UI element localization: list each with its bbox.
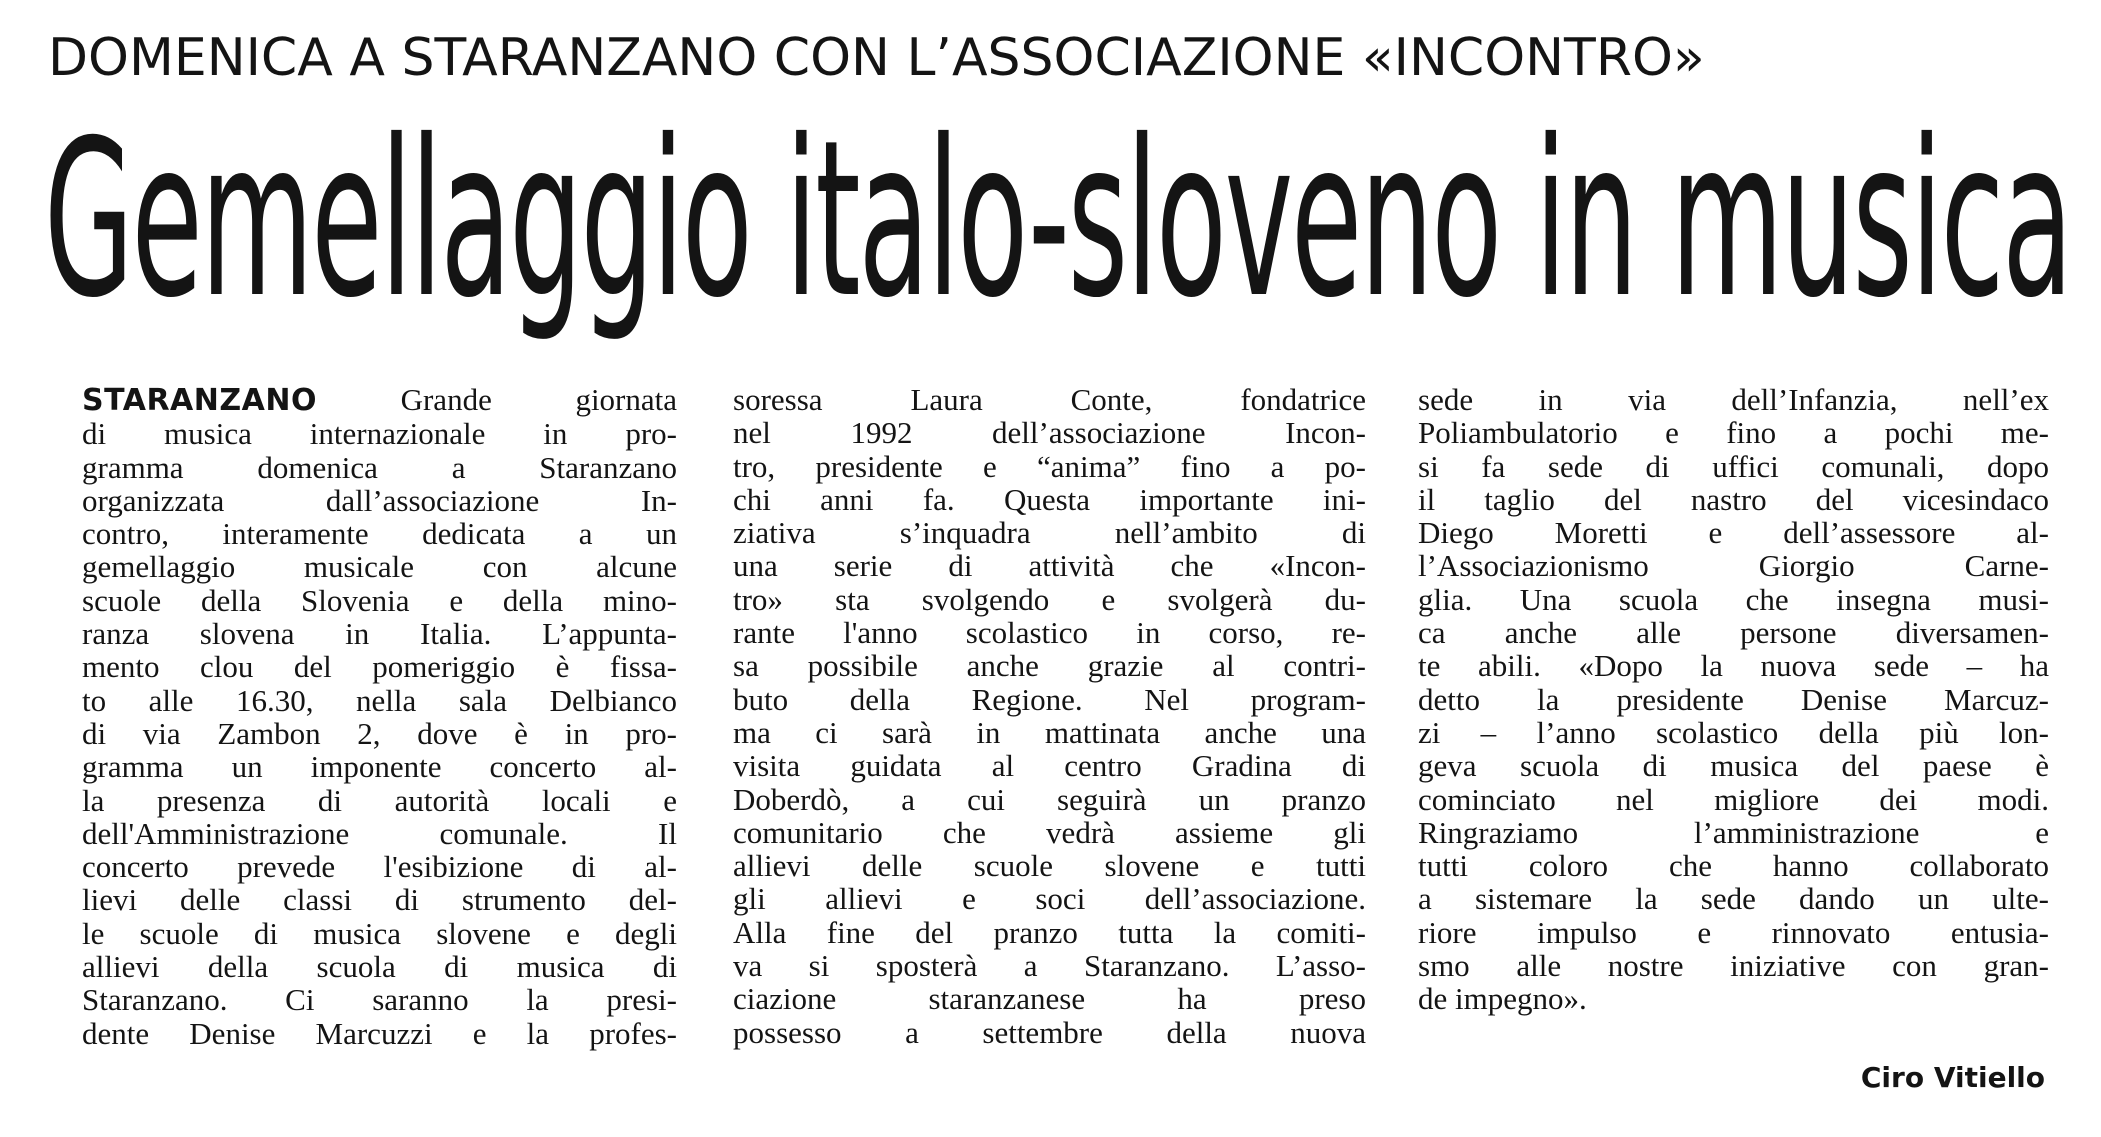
text-line: di via Zambon 2, dove è in pro-	[82, 715, 677, 751]
text-line: di musica internazionale in pro-	[82, 416, 677, 452]
text-line: a sistemare la sede dando un ulte-	[1418, 881, 2049, 917]
text-line: ca anche alle persone diversamen-	[1418, 615, 2049, 651]
text-line: l’Associazionismo Giorgio Carne-	[1418, 548, 2049, 584]
text-line: chi anni fa. Questa importante ini-	[733, 481, 1366, 517]
text-line: tro» sta svolgendo e svolgerà du-	[733, 581, 1366, 617]
text-line: va si sposterà a Staranzano. L’asso-	[733, 948, 1366, 984]
text-line: il taglio del nastro del vicesindaco	[1418, 481, 2049, 517]
text-line: allievi delle scuole slovene e tutti	[733, 848, 1366, 884]
text-line: ciazione staranzanese ha preso	[733, 981, 1366, 1017]
text-line: gemellaggio musicale con alcune	[82, 549, 677, 585]
text-line-content: Grande giornata	[400, 382, 678, 417]
article-column-2	[733, 383, 1366, 1049]
text-line: si fa sede di uffici comunali, dopo	[1418, 448, 2049, 484]
text-line: gramma un imponente concerto al-	[82, 749, 677, 785]
text-line: contro, interamente dedicata a un	[82, 516, 677, 552]
text-line: zi – l’anno scolastico della più lon-	[1418, 714, 2049, 750]
article-headline: Gemellaggio italo-sloveno in musica	[44, 94, 2071, 345]
text-line: de impegno».	[1418, 981, 1587, 1017]
text-line: gli allievi e soci dell’associazione.	[733, 881, 1366, 917]
text-line: possesso a settembre della nuova	[733, 1014, 1366, 1050]
text-line: le scuole di musica slovene e degli	[82, 915, 677, 951]
text-line: te abili. «Dopo la nuova sede – ha	[1418, 648, 2049, 684]
text-line: la presenza di autorità locali e	[82, 782, 677, 818]
text-line: dente Denise Marcuzzi e la profes-	[82, 1015, 677, 1051]
text-line: cominciato nel migliore dei modi.	[1418, 781, 2049, 817]
article-column-3	[1418, 383, 2049, 1016]
text-line: lievi delle classi di strumento del-	[82, 882, 677, 918]
text-line: detto la presidente Denise Marcuz-	[1418, 681, 2049, 717]
text-line: nel 1992 dell’associazione Incon-	[733, 415, 1366, 451]
text-line: ranza slovena in Italia. L’appunta-	[82, 616, 677, 652]
article-byline: Ciro Vitiello	[1860, 1061, 2045, 1094]
text-line: riore impulso e rinnovato entusia-	[1418, 914, 2049, 950]
text-line: ma ci sarà in mattinata anche una	[733, 714, 1366, 750]
text-line: sa possibile anche grazie al contri-	[733, 648, 1366, 684]
text-line: ziativa s’inquadra nell’ambito di	[733, 515, 1366, 551]
article-column-1	[82, 383, 677, 1050]
text-line: Ringraziamo l’amministrazione e	[1418, 814, 2049, 850]
text-line: smo alle nostre iniziative con gran-	[1418, 948, 2049, 984]
text-line: tutti coloro che hanno collaborato	[1418, 848, 2049, 884]
text-line: to alle 16.30, nella sala Delbianco	[82, 682, 677, 718]
text-line: gramma domenica a Staranzano	[82, 449, 677, 485]
text-line: Diego Moretti e dell’assessore al-	[1418, 515, 2049, 551]
text-line: geva scuola di musica del paese è	[1418, 748, 2049, 784]
text-line: Poliambulatorio e fino a pochi me-	[1418, 415, 2049, 451]
text-line: buto della Regione. Nel program-	[733, 681, 1366, 717]
text-line: mento clou del pomeriggio è fissa-	[82, 649, 677, 685]
text-line: Staranzano. Ci saranno la presi-	[82, 982, 677, 1018]
text-line: visita guidata al centro Gradina di	[733, 748, 1366, 784]
text-line: comunitario che vedrà assieme gli	[733, 814, 1366, 850]
text-line: Alla fine del pranzo tutta la comiti-	[733, 914, 1366, 950]
text-line: dell'Amministrazione comunale. Il	[82, 815, 677, 851]
text-line: tro, presidente e “anima” fino a po-	[733, 448, 1366, 484]
text-line	[82, 383, 677, 417]
text-line: allievi della scuola di musica di	[82, 949, 677, 985]
article-kicker: DOMENICA A STARANZANO CON L’ASSOCIAZIONE «INCONTRO»	[48, 28, 1705, 88]
text-line: rante l'anno scolastico in corso, re-	[733, 615, 1366, 651]
text-line: concerto prevede l'esibizione di al-	[82, 849, 677, 885]
text-line: soressa Laura Conte, fondatrice	[733, 382, 1366, 417]
text-line: glia. Una scuola che insegna musi-	[1418, 581, 2049, 617]
text-line: organizzata dall’associazione In-	[82, 482, 677, 518]
text-line: scuole della Slovenia e della mino-	[82, 582, 677, 618]
text-line: Doberdò, a cui seguirà un pranzo	[733, 781, 1366, 817]
text-line: sede in via dell’Infanzia, nell’ex	[1418, 382, 2049, 417]
text-line: una serie di attività che «Incon-	[733, 548, 1366, 584]
article-dateline: STARANZANO	[82, 383, 317, 418]
